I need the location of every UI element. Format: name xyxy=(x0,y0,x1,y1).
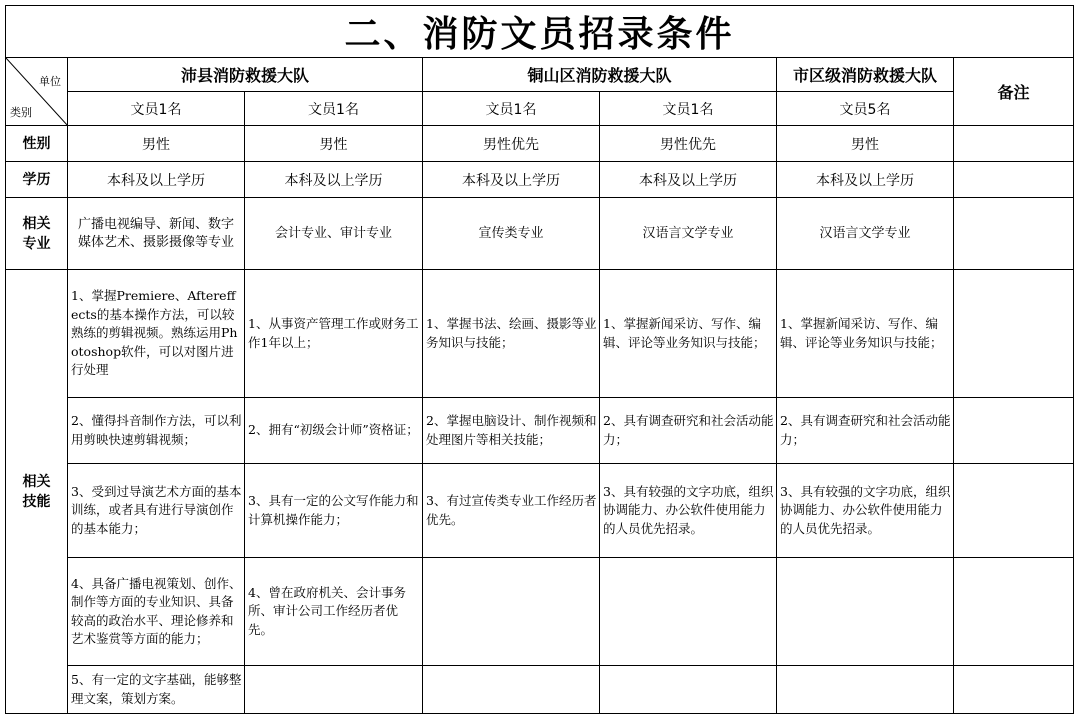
skill-cell: 3、具有较强的文字功底，组织协调能力、办公软件使用能力的人员优先招录。 xyxy=(600,464,777,558)
skill-cell: 1、掌握新闻采访、写作、编辑、评论等业务知识与技能； xyxy=(600,270,777,398)
skill-cell: 2、拥有“初级会计师”资格证； xyxy=(245,398,423,464)
skill-cell xyxy=(245,666,423,714)
row-label-education: 学历 xyxy=(6,162,68,198)
skill-cell: 3、有过宣传类专业工作经历者优先。 xyxy=(423,464,600,558)
education-cell: 本科及以上学历 xyxy=(423,162,600,198)
skill-cell: 2、懂得抖音制作方法，可以利用剪映快速剪辑视频； xyxy=(68,398,245,464)
major-cell: 汉语言文学专业 xyxy=(777,198,954,270)
unit-header-city: 市区级消防救援大队 xyxy=(777,58,954,92)
skill-cell: 5、有一定的文字基础，能够整理文案，策划方案。 xyxy=(68,666,245,714)
gender-cell: 男性 xyxy=(68,126,245,162)
skill-cell: 1、掌握新闻采访、写作、编辑、评论等业务知识与技能； xyxy=(777,270,954,398)
skill-cell: 1、从事资产管理工作或财务工作1年以上； xyxy=(245,270,423,398)
gender-cell: 男性优先 xyxy=(600,126,777,162)
skill-cell: 2、具有调查研究和社会活动能力； xyxy=(600,398,777,464)
corner-category-label: 类别 xyxy=(10,106,32,119)
skill-cell xyxy=(777,558,954,666)
position-count: 文员5名 xyxy=(777,92,954,126)
skill-cell: 3、具有较强的文字功底，组织协调能力、办公软件使用能力的人员优先招录。 xyxy=(777,464,954,558)
gender-cell: 男性 xyxy=(245,126,423,162)
major-cell: 汉语言文学专业 xyxy=(600,198,777,270)
education-cell: 本科及以上学历 xyxy=(245,162,423,198)
corner-unit-label: 单位 xyxy=(39,75,61,88)
row-label-skills-text: 相关技能 xyxy=(22,473,51,510)
education-cell: 本科及以上学历 xyxy=(68,162,245,198)
skill-cell xyxy=(600,558,777,666)
row-label-gender: 性别 xyxy=(6,126,68,162)
row-label-major-text: 相关专业 xyxy=(22,215,51,252)
gender-cell: 男性优先 xyxy=(423,126,600,162)
skill-cell xyxy=(423,558,600,666)
skill-cell xyxy=(600,666,777,714)
skill-cell: 1、掌握Premiere、Aftereffects的基本操作方法，可以较熟练的剪辑视频。熟练运用Photoshop软件，可以对图片进行处理 xyxy=(68,270,245,398)
major-cell: 会计专业、审计专业 xyxy=(245,198,423,270)
major-cell: 宣传类专业 xyxy=(423,198,600,270)
education-cell: 本科及以上学历 xyxy=(777,162,954,198)
skill-cell: 1、掌握书法、绘画、摄影等业务知识与技能； xyxy=(423,270,600,398)
skill-cell: 4、曾在政府机关、会计事务所、审计公司工作经历者优先。 xyxy=(245,558,423,666)
major-cell: 广播电视编导、新闻、数字媒体艺术、摄影摄像等专业 xyxy=(68,198,245,270)
page-title: 二、消防文员招录条件 xyxy=(6,6,1074,58)
unit-header-tongshan: 铜山区消防救援大队 xyxy=(423,58,777,92)
remarks-cell xyxy=(954,126,1074,162)
skill-cell: 2、具有调查研究和社会活动能力； xyxy=(777,398,954,464)
remarks-cell xyxy=(954,398,1074,464)
skill-cell: 2、掌握电脑设计、制作视频和处理图片等相关技能； xyxy=(423,398,600,464)
skill-cell xyxy=(423,666,600,714)
remarks-cell xyxy=(954,464,1074,558)
skill-cell xyxy=(777,666,954,714)
skill-cell: 3、受到过导演艺术方面的基本训练，或者具有进行导演创作的基本能力； xyxy=(68,464,245,558)
remarks-cell xyxy=(954,162,1074,198)
position-count: 文员1名 xyxy=(423,92,600,126)
gender-cell: 男性 xyxy=(777,126,954,162)
remarks-header: 备注 xyxy=(954,58,1074,126)
position-count: 文员1名 xyxy=(68,92,245,126)
remarks-cell xyxy=(954,270,1074,398)
unit-header-peixian: 沛县消防救援大队 xyxy=(68,58,423,92)
row-label-skills xyxy=(6,270,68,714)
skill-cell: 3、具有一定的公文写作能力和计算机操作能力； xyxy=(245,464,423,558)
skill-cell: 4、具备广播电视策划、创作、制作等方面的专业知识、具备较高的政治水平、理论修养和艺术鉴赏等方面的能力； xyxy=(68,558,245,666)
corner-header-cell xyxy=(6,58,68,126)
row-label-major xyxy=(6,198,68,270)
remarks-cell xyxy=(954,198,1074,270)
remarks-cell xyxy=(954,558,1074,666)
education-cell: 本科及以上学历 xyxy=(600,162,777,198)
position-count: 文员1名 xyxy=(600,92,777,126)
position-count: 文员1名 xyxy=(245,92,423,126)
recruitment-table xyxy=(5,5,1074,714)
remarks-cell xyxy=(954,666,1074,714)
